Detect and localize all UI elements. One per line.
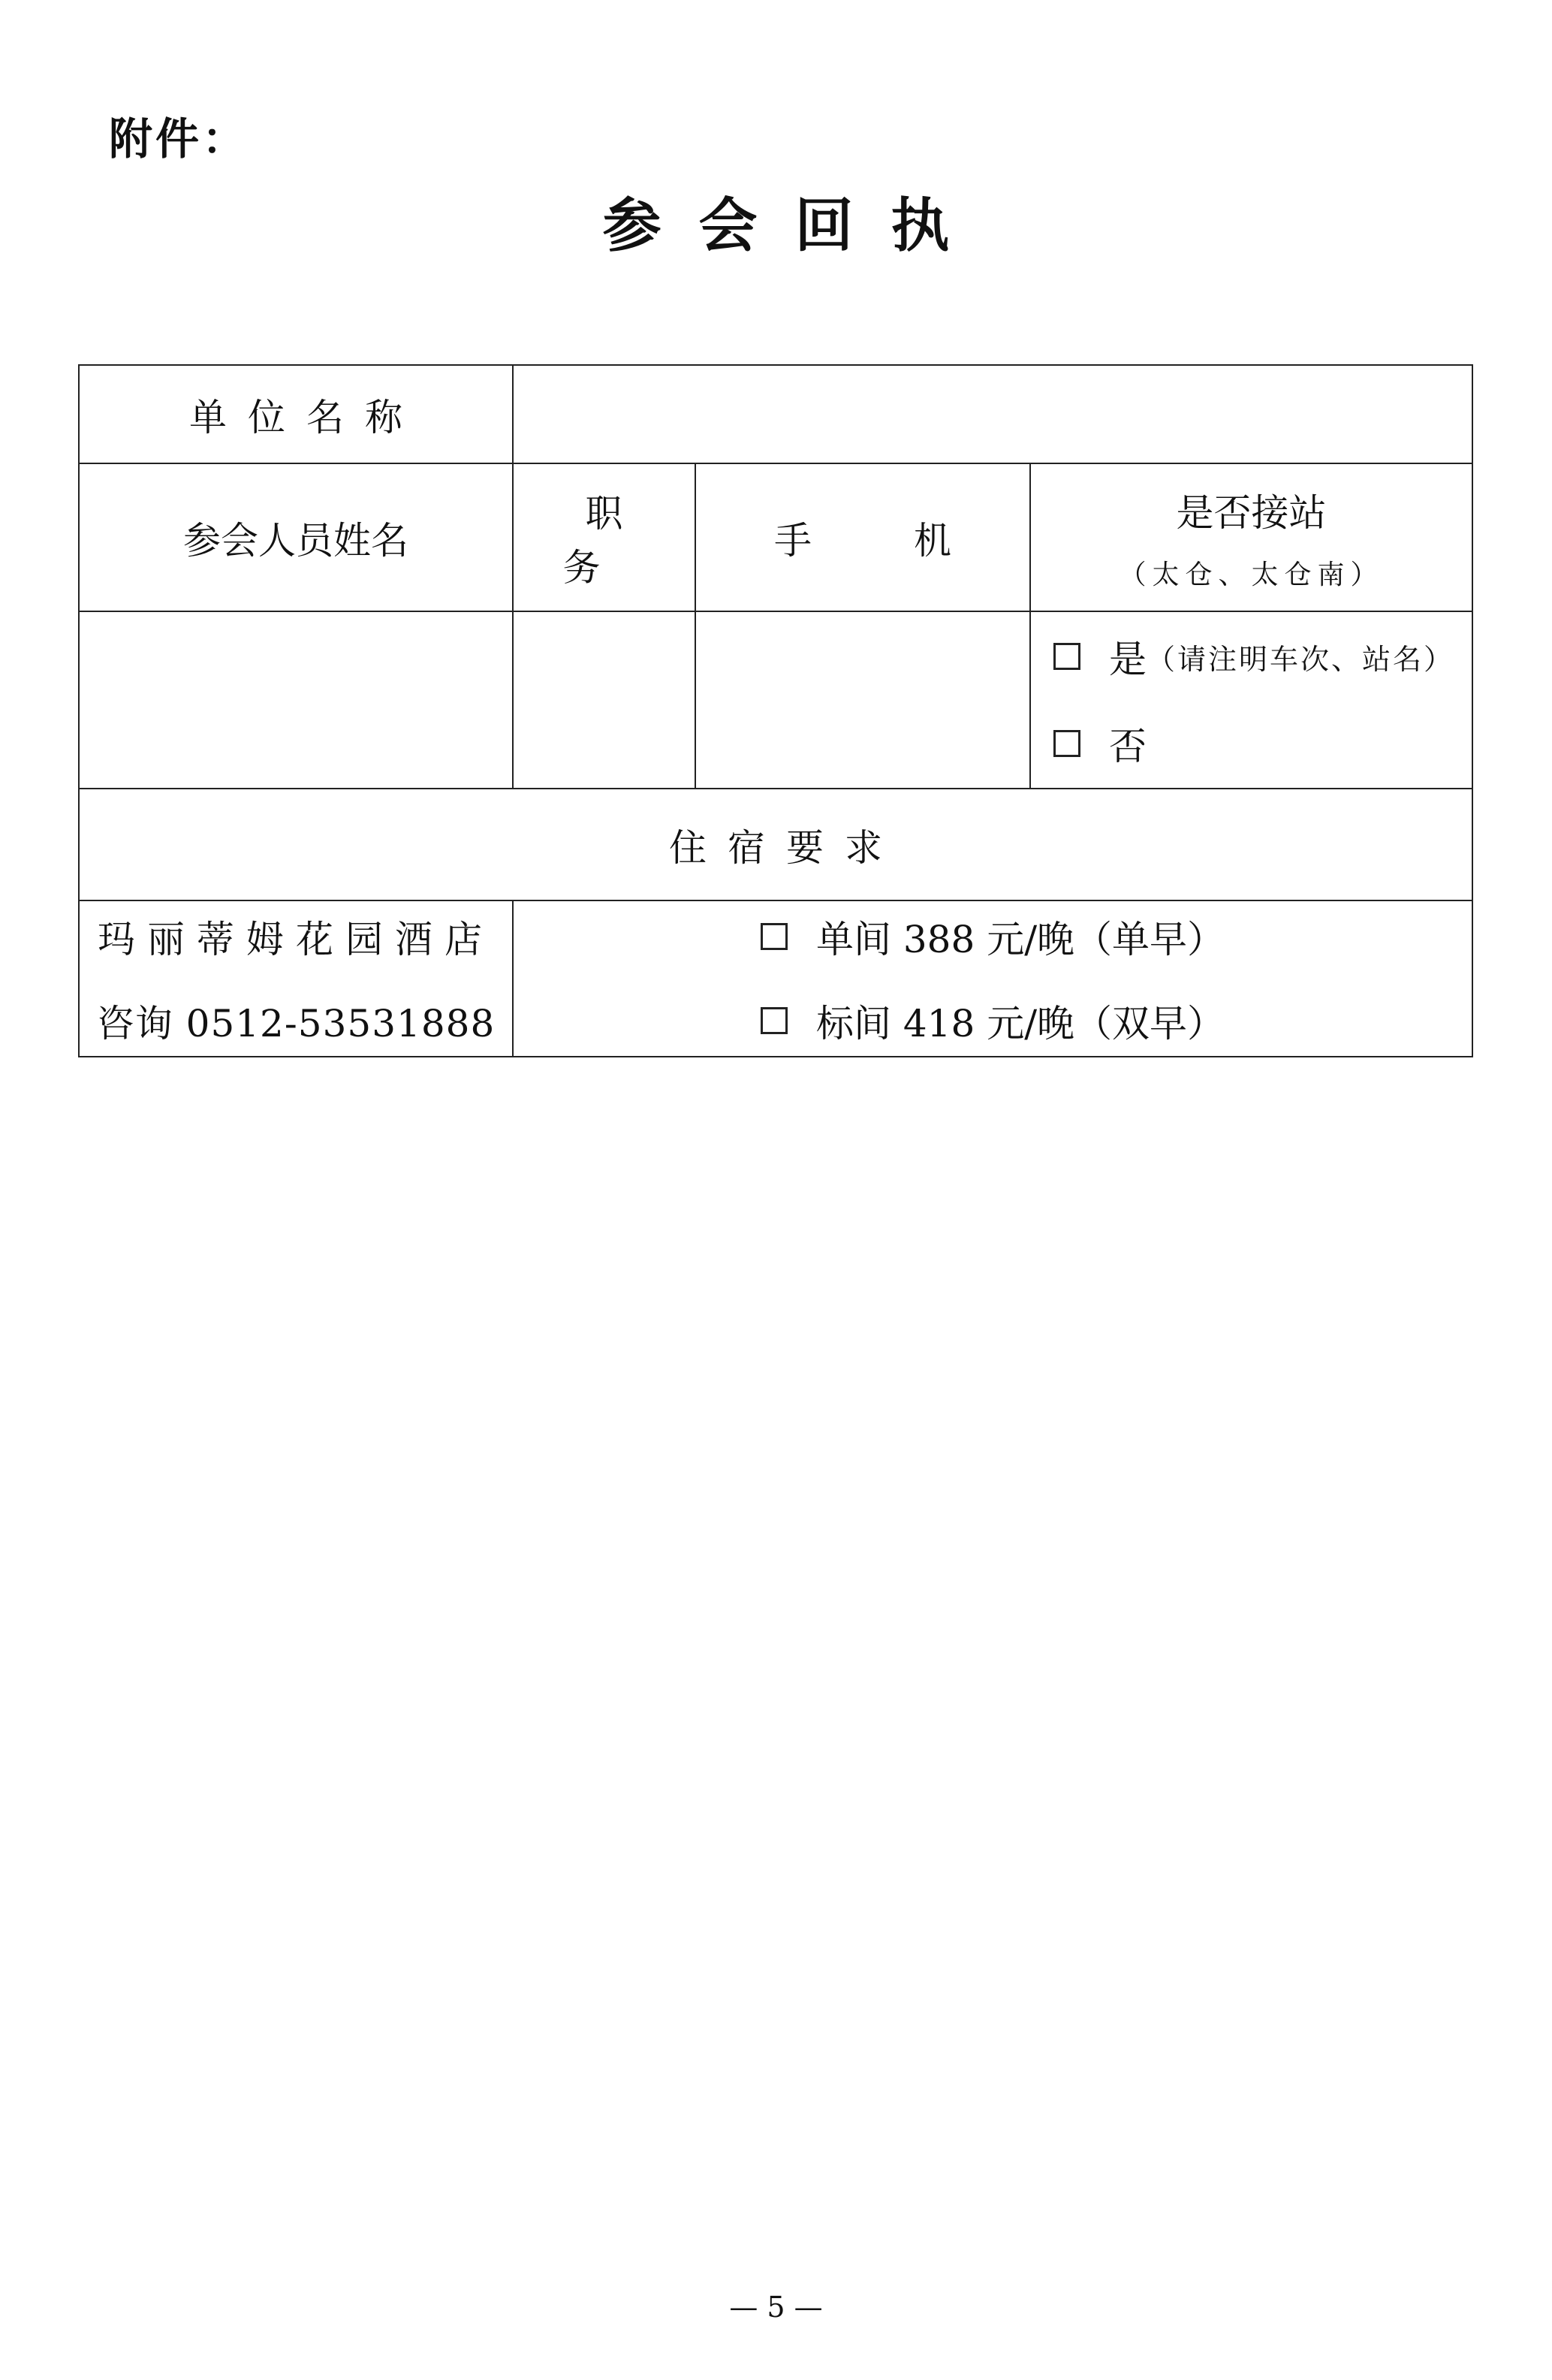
room-twin-label: 标间 418 元/晚（双早）	[815, 1002, 1225, 1045]
room-options-block	[761, 909, 1225, 1048]
pickup-header	[1030, 463, 1472, 611]
unit-name-row	[79, 365, 1472, 463]
room-single-checkbox[interactable]	[761, 923, 788, 950]
room-option-twin[interactable]	[761, 994, 1225, 1048]
attendee-name-field[interactable]	[79, 611, 513, 789]
pickup-yes-note: （请注明车次、站名）	[1147, 642, 1455, 676]
position-field[interactable]	[513, 611, 695, 789]
accommodation-section-label: 住宿要求	[79, 789, 1472, 900]
pickup-stations-note: （太仓、太仓南）	[1119, 560, 1384, 590]
pickup-no-option[interactable]	[1053, 716, 1472, 771]
hotel-name: 玛丽蒂姆花园酒店	[98, 918, 494, 961]
page-number: — 5 —	[729, 2291, 823, 2324]
mobile-header: 手 机	[695, 463, 1030, 611]
unit-name-field[interactable]	[513, 365, 1472, 463]
unit-name-label: 单位名称	[79, 365, 513, 463]
column-header-row	[79, 463, 1472, 611]
mobile-field[interactable]	[695, 611, 1030, 789]
room-option-single[interactable]	[761, 909, 1225, 964]
pickup-yes-checkbox[interactable]	[1053, 643, 1080, 670]
position-header: 职 务	[513, 463, 695, 611]
attendee-name-header: 参会人员姓名	[79, 463, 513, 611]
accommodation-row	[79, 900, 1472, 1057]
hotel-info-cell	[79, 900, 513, 1057]
document-title: 参会回执	[602, 192, 987, 260]
room-options-cell	[513, 900, 1472, 1057]
room-single-label: 单间 388 元/晚（单早）	[815, 918, 1225, 961]
pickup-options-cell	[1030, 611, 1472, 789]
pickup-yes-option[interactable]	[1053, 629, 1472, 683]
accommodation-header-row	[79, 789, 1472, 900]
hotel-phone: 咨询 0512-53531888	[96, 1002, 496, 1045]
pickup-yes-label: 是	[1109, 638, 1147, 681]
pickup-no-label: 否	[1109, 725, 1147, 768]
receipt-form-table	[78, 364, 1473, 1057]
pickup-header-label: 是否接站	[1176, 491, 1327, 535]
attendee-entry-row	[79, 611, 1472, 789]
room-twin-checkbox[interactable]	[761, 1007, 788, 1034]
pickup-no-checkbox[interactable]	[1053, 730, 1080, 757]
attachment-label: 附件：	[109, 113, 249, 164]
